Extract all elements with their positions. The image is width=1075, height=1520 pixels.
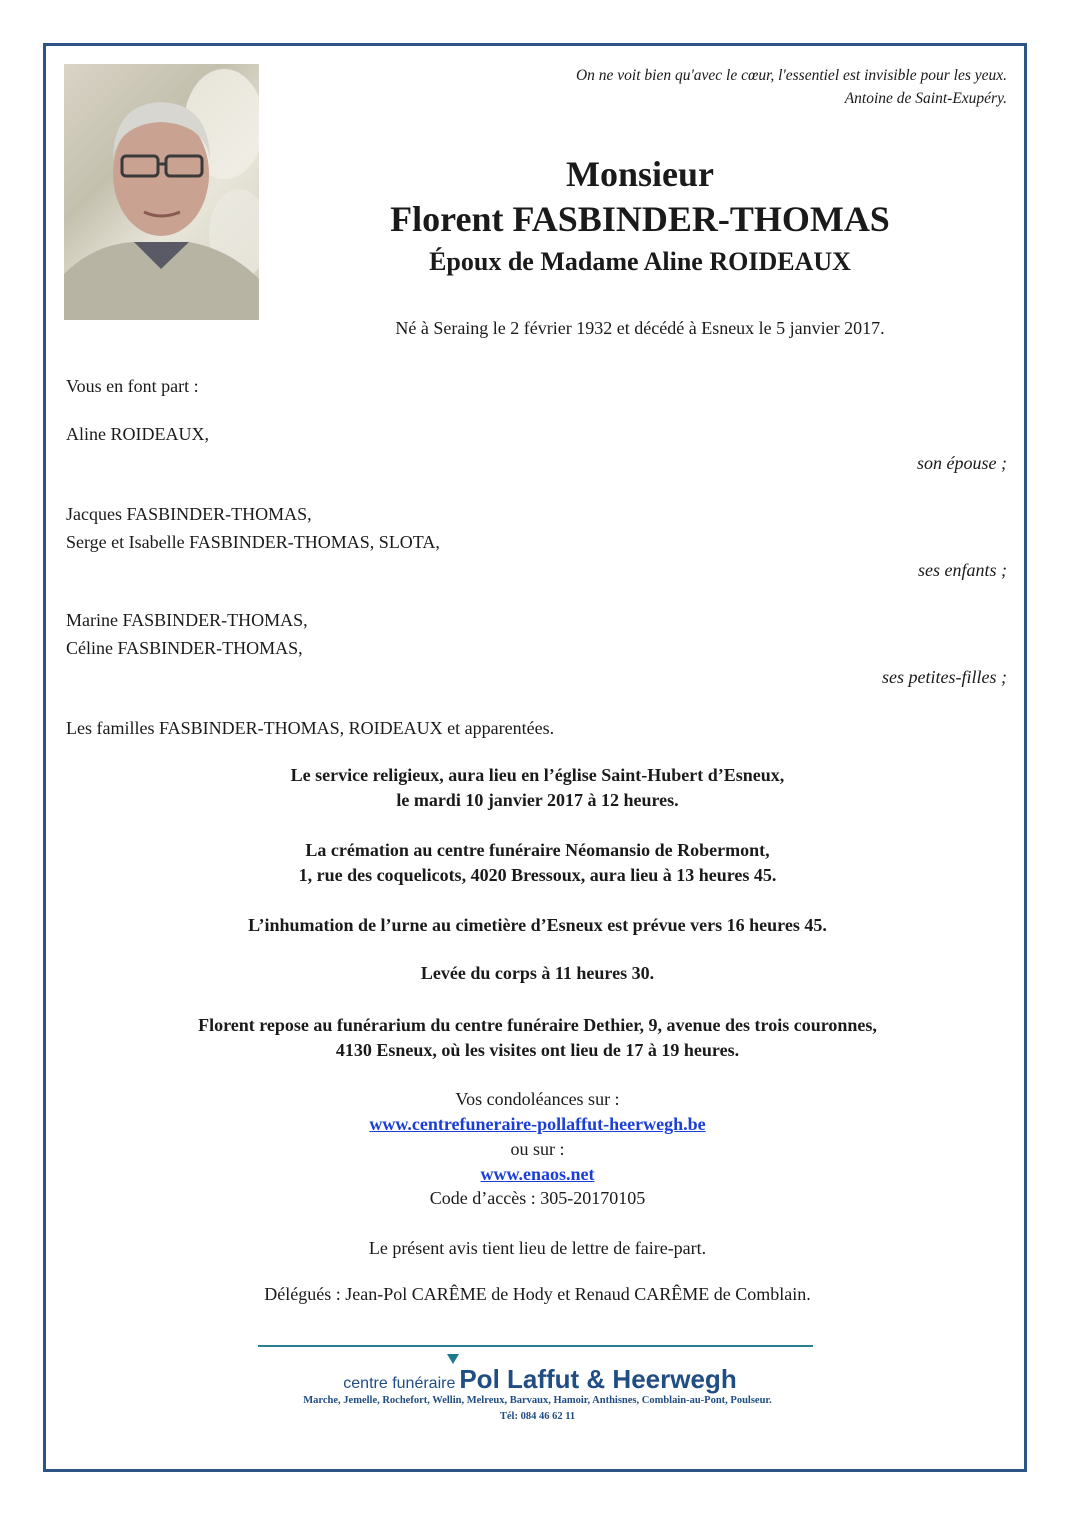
delegates-line: Délégués : Jean-Pol CARÊME de Hody et Renaud CARÊME de Comblain. [264, 1284, 811, 1304]
logo-name: Pol Laffut & Heerwegh [459, 1364, 737, 1394]
portrait-photo [64, 64, 259, 320]
condolences-link-enaos[interactable]: www.enaos.net [480, 1164, 595, 1184]
epigraph-author: Antoine de Saint-Exupéry. [844, 90, 1007, 107]
granddaughter-2: Céline FASBINDER-THOMAS, [66, 638, 303, 658]
logo-arrow-icon [447, 1354, 459, 1364]
condolences-intro: Vos condoléances sur : [455, 1089, 620, 1109]
logo-towns: Marche, Jemelle, Rochefort, Wellin, Melreux, Barvaux, Hamoir, Anthisnes, Comblain-au-Pont, Poulseur. [303, 1395, 772, 1406]
logo-prefix: centre funéraire [343, 1375, 456, 1392]
repose-line-1: Florent repose au funérarium du centre funéraire Dethier, 9, avenue des trois couronnes, [198, 1015, 877, 1035]
title: Monsieur [566, 154, 714, 194]
spouse-line: Époux de Madame Aline ROIDEAUX [429, 247, 851, 276]
families-line: Les familles FASBINDER-THOMAS, ROIDEAUX et apparentées. [66, 718, 555, 738]
epigraph-text: On ne voit bien qu'avec le cœur, l'essentiel est invisible pour les yeux. [575, 67, 1007, 84]
deceased-name: Florent FASBINDER-THOMAS [390, 199, 890, 239]
cremation-line-1: La crémation au centre funéraire Néomansio de Robermont, [305, 840, 770, 860]
epigraph [576, 64, 1007, 110]
cremation-line-2: 1, rue des coquelicots, 4020 Bressoux, aura lieu à 13 heures 45. [298, 865, 777, 885]
child-1: Jacques FASBINDER-THOMAS, [66, 504, 312, 524]
spouse-name: Aline ROIDEAUX, [66, 424, 209, 444]
logo-rule [258, 1345, 813, 1347]
service-line-2: le mardi 10 janvier 2017 à 12 heures. [396, 790, 679, 810]
birth-death-line: Né à Seraing le 2 février 1932 et décédé à Esneux le 5 janvier 2017. [395, 318, 885, 338]
access-code: Code d’accès : 305-20170105 [429, 1188, 646, 1208]
children-role: ses enfants ; [918, 560, 1007, 580]
granddaughter-1: Marine FASBINDER-THOMAS, [66, 610, 308, 630]
announce-line: Vous en font part : [66, 376, 199, 396]
service-line-1: Le service religieux, aura lieu en l’église Saint-Hubert d’Esneux, [290, 765, 785, 785]
condolences-or: ou sur : [510, 1139, 565, 1159]
funeral-home-logo [280, 1364, 800, 1395]
condolences-link-funeral-center[interactable]: www.centrefuneraire-pollaffut-heerwegh.be [369, 1114, 706, 1134]
notice-line: Le présent avis tient lieu de lettre de faire-part. [368, 1238, 707, 1258]
levee-line: Levée du corps à 11 heures 30. [420, 963, 655, 983]
repose-line-2: 4130 Esneux, où les visites ont lieu de 17 à 19 heures. [335, 1040, 740, 1060]
spouse-role: son épouse ; [917, 453, 1007, 473]
child-2: Serge et Isabelle FASBINDER-THOMAS, SLOTA, [66, 532, 440, 552]
logo-phone: Tél: 084 46 62 11 [499, 1411, 576, 1422]
granddaughters-role: ses petites-filles ; [882, 667, 1007, 687]
burial-line: L’inhumation de l’urne au cimetière d’Esneux est prévue vers 16 heures 45. [248, 915, 827, 935]
